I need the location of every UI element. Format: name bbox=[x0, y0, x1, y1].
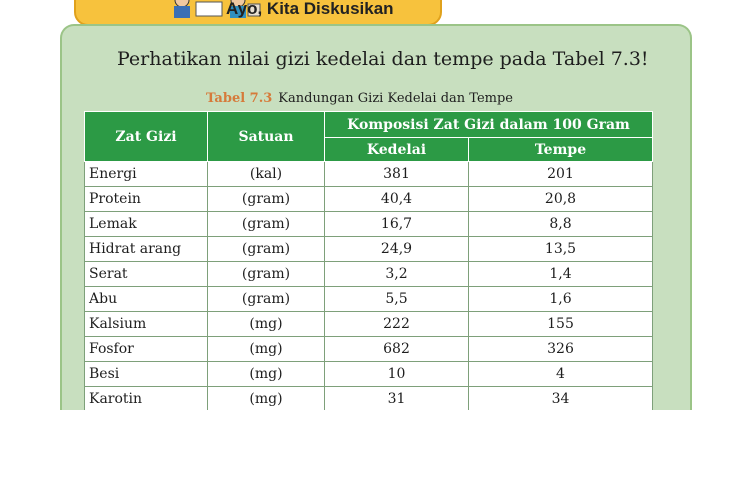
cell-zat: Energi bbox=[85, 162, 208, 187]
cell-zat: Hidrat arang bbox=[85, 237, 208, 262]
table-row bbox=[85, 287, 653, 312]
header-satuan: Satuan bbox=[208, 112, 325, 162]
cell-kedelai: 10 bbox=[325, 362, 469, 387]
table-label: Tabel 7.3 bbox=[206, 91, 273, 106]
cell-tempe: 4 bbox=[469, 362, 653, 387]
banner-title: Ayo, Kita Diskusikan bbox=[226, 0, 394, 18]
cell-satuan: (mg) bbox=[208, 312, 325, 337]
table-row bbox=[85, 237, 653, 262]
table-caption-text: Kandungan Gizi Kedelai dan Tempe bbox=[278, 91, 514, 106]
cell-zat: Karotin bbox=[85, 387, 208, 411]
cell-tempe: 20,8 bbox=[469, 187, 653, 212]
cell-tempe: 155 bbox=[469, 312, 653, 337]
table-row bbox=[85, 262, 653, 287]
cell-tempe: 1,6 bbox=[469, 287, 653, 312]
table-row bbox=[85, 387, 653, 411]
table-caption bbox=[206, 91, 513, 106]
header-tempe: Tempe bbox=[469, 138, 653, 162]
cell-kedelai: 3,2 bbox=[325, 262, 469, 287]
cell-satuan: (gram) bbox=[208, 187, 325, 212]
cell-tempe: 201 bbox=[469, 162, 653, 187]
table-row bbox=[85, 162, 653, 187]
table-row bbox=[85, 362, 653, 387]
cell-satuan: (gram) bbox=[208, 287, 325, 312]
header-kedelai: Kedelai bbox=[325, 138, 469, 162]
discussion-panel bbox=[60, 24, 692, 410]
cell-kedelai: 16,7 bbox=[325, 212, 469, 237]
cell-kedelai: 5,5 bbox=[325, 287, 469, 312]
cell-zat: Protein bbox=[85, 187, 208, 212]
cell-tempe: 34 bbox=[469, 387, 653, 411]
cell-kedelai: 31 bbox=[325, 387, 469, 411]
cell-zat: Besi bbox=[85, 362, 208, 387]
header-komposisi: Komposisi Zat Gizi dalam 100 Gram bbox=[325, 112, 653, 138]
table-row bbox=[85, 212, 653, 237]
table-row bbox=[85, 187, 653, 212]
cell-tempe: 8,8 bbox=[469, 212, 653, 237]
cell-satuan: (mg) bbox=[208, 387, 325, 411]
table-row bbox=[85, 312, 653, 337]
cell-kedelai: 682 bbox=[325, 337, 469, 362]
cell-zat: Lemak bbox=[85, 212, 208, 237]
cell-satuan: (mg) bbox=[208, 362, 325, 387]
section-banner bbox=[74, 0, 442, 26]
cell-satuan: (mg) bbox=[208, 337, 325, 362]
cell-zat: Abu bbox=[85, 287, 208, 312]
cell-tempe: 13,5 bbox=[469, 237, 653, 262]
cell-kedelai: 24,9 bbox=[325, 237, 469, 262]
header-zat-gizi: Zat Gizi bbox=[85, 112, 208, 162]
cell-kedelai: 222 bbox=[325, 312, 469, 337]
cell-kedelai: 40,4 bbox=[325, 187, 469, 212]
cell-satuan: (gram) bbox=[208, 262, 325, 287]
nutrition-table bbox=[84, 111, 653, 410]
cell-satuan: (kal) bbox=[208, 162, 325, 187]
cell-tempe: 326 bbox=[469, 337, 653, 362]
table-row bbox=[85, 337, 653, 362]
cell-satuan: (gram) bbox=[208, 212, 325, 237]
cell-zat: Serat bbox=[85, 262, 208, 287]
cell-zat: Fosfor bbox=[85, 337, 208, 362]
intro-text: Perhatikan nilai gizi kedelai dan tempe pada Tabel 7.3! bbox=[117, 48, 649, 70]
cell-tempe: 1,4 bbox=[469, 262, 653, 287]
cell-zat: Kalsium bbox=[85, 312, 208, 337]
cell-satuan: (gram) bbox=[208, 237, 325, 262]
cell-kedelai: 381 bbox=[325, 162, 469, 187]
